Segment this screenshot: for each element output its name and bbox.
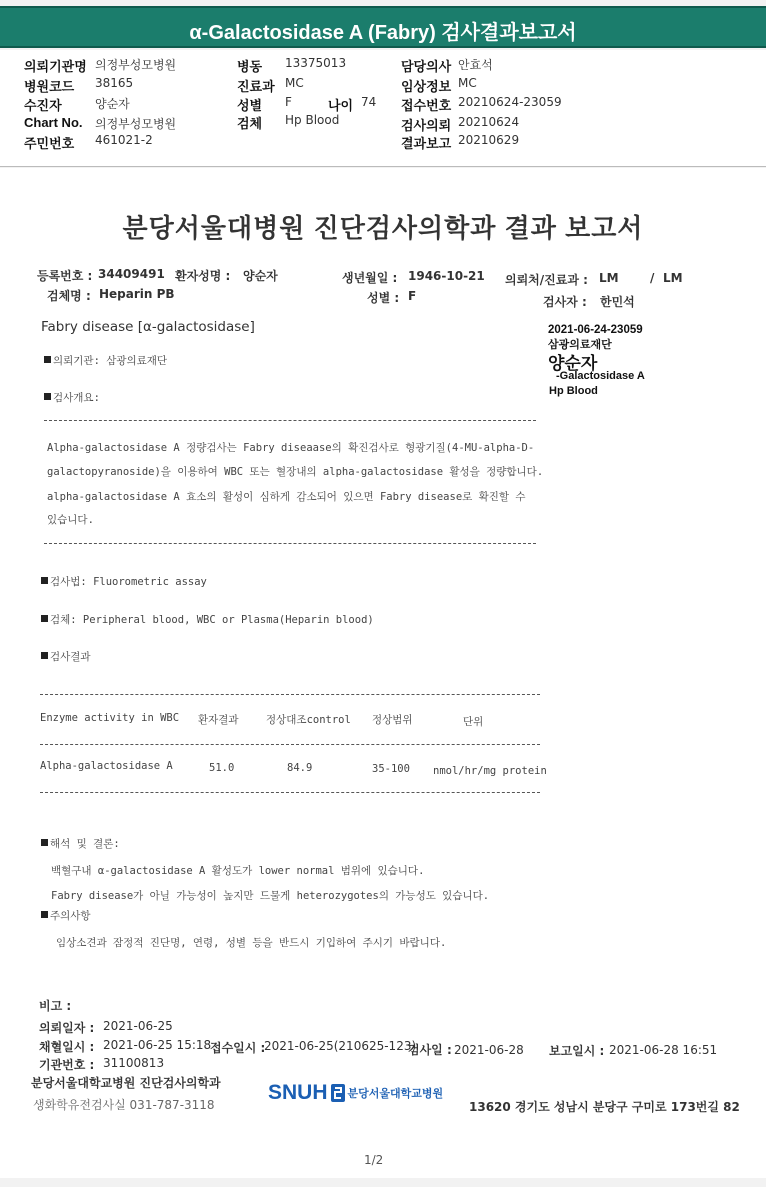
value-receipt-no: 20210624-23059 <box>458 95 562 109</box>
label-institution: 의뢰기관명 <box>24 59 87 74</box>
document-title: 분당서울대병원 진단검사의학과 결과 보고서 <box>122 213 644 243</box>
value-patient: 양순자 <box>95 97 130 111</box>
method-line: 검사법: Fluorometric assay <box>41 574 207 589</box>
value-age: 74 <box>361 95 377 109</box>
bullet-square-icon <box>41 652 48 659</box>
footer-organization: 분당서울대학교병원 진단검사의학과 <box>31 1076 221 1090</box>
bullet-square-icon <box>41 615 48 622</box>
table-header-unit: 단위 <box>463 716 484 728</box>
label-test-request: 검사의뢰 <box>401 118 452 133</box>
stamp-patient: 양순자 <box>548 354 598 373</box>
table-header-enzyme: Enzyme activity in WBC <box>40 712 180 724</box>
bullet-square-icon <box>41 911 48 918</box>
stamp-institution: 삼광의료재단 <box>548 339 612 351</box>
label-result-report: 결과보고 <box>401 136 452 151</box>
table-cell-unit: nmol/hr/mg protein <box>433 765 547 777</box>
value-report-date: 2021-06-28 16:51 <box>609 1043 718 1057</box>
value-specimen: Hp Blood <box>285 113 340 127</box>
value-receipt: 2021-06-25(210625-123) <box>264 1039 417 1053</box>
header-info-panel <box>0 50 766 167</box>
value-resident-no: 461021-2 <box>95 133 153 147</box>
value-collection: 2021-06-25 15:18 <box>103 1038 212 1052</box>
snuh-logo-hangul: 분당서울대학교병원 <box>347 1087 444 1100</box>
page-number: 1/2 <box>364 1153 384 1167</box>
snuh-emblem-icon <box>331 1084 345 1102</box>
label-resident-no: 주민번호 <box>24 136 75 151</box>
overview-line: galactopyranoside)을 이용하여 WBC 또는 혈장내의 alpha-galactosidase 활성을 정량합니다. <box>47 466 544 478</box>
value-clinical-info: MC <box>458 76 477 90</box>
value-test-request: 20210624 <box>458 115 520 129</box>
result-heading: 검사결과 <box>41 649 91 664</box>
value-report-sex: F <box>408 289 417 303</box>
value-institution-no: 31100813 <box>103 1056 165 1070</box>
divider <box>44 420 536 421</box>
label-dept: 의뢰처/진료과 : <box>505 273 588 287</box>
snuh-logo <box>268 1081 443 1107</box>
bullet-square-icon <box>41 839 48 846</box>
label-tester: 검사자 : <box>543 295 587 309</box>
label-age: 나이 <box>328 98 354 113</box>
table-divider <box>40 694 540 695</box>
caution-line: 임상소견과 잠정적 진단명, 연령, 성별 등을 반드시 기입하여 주시기 바랍니다. <box>56 937 447 949</box>
value-registration-no: 34409491 <box>98 267 165 281</box>
label-receipt: 접수일시 : <box>210 1041 266 1055</box>
dept-separator: / <box>650 271 655 285</box>
value-institution: 의정부성모병원 <box>95 58 177 72</box>
value-patient-name: 양순자 <box>243 269 278 283</box>
footer-address: 13620 경기도 성남시 분당구 구미로 173번길 82 <box>469 1100 740 1114</box>
banner-title: α-Galactosidase A (Fabry) 검사결과보고서 <box>189 22 577 44</box>
value-tester: 한민석 <box>600 295 635 309</box>
value-dept-1: LM <box>599 271 619 285</box>
value-specimen-name: Heparin PB <box>99 287 175 301</box>
caution-heading: 주의사항 <box>41 908 91 923</box>
footer-lab-phone: 생화학유전검사실 031-787-3118 <box>33 1098 215 1112</box>
table-header-range: 정상범위 <box>372 714 413 726</box>
label-report-sex: 성별 : <box>367 291 400 305</box>
overview-line: alpha-galactosidase A 효소의 활성이 심하게 감소되어 있으면 Fabry disease로 확진할 수 <box>47 491 526 503</box>
value-birthdate: 1946-10-21 <box>408 269 485 283</box>
label-specimen-name: 검체명 : <box>47 289 91 303</box>
value-sex: F <box>285 95 292 109</box>
stamp-receipt: 2021-06-24-23059 <box>548 324 643 336</box>
label-receipt-no: 접수번호 <box>401 98 452 113</box>
overview-line: 있습니다. <box>47 514 94 526</box>
label-collection: 채혈일시 : <box>39 1040 95 1054</box>
label-chart-no: Chart No. <box>24 115 83 130</box>
table-cell-test: Alpha-galactosidase A <box>40 760 173 772</box>
value-dept-2: LM <box>663 271 683 285</box>
table-divider <box>40 792 540 793</box>
interpretation-line: Fabry disease가 아닐 가능성이 높지만 드물게 heterozygotes의 가능성도 있습니다. <box>51 890 490 902</box>
interpretation-heading: 해석 및 결론: <box>41 836 120 851</box>
overview-line: Alpha-galactosidase A 정량검사는 Fabry diseaase의 확진검사로 형광기질(4-MU-alpha-D- <box>47 442 535 454</box>
table-header-result: 환자결과 <box>198 714 239 726</box>
bullet-square-icon <box>44 356 51 363</box>
stamp-specimen: Hp Blood <box>549 385 598 397</box>
label-patient: 수진자 <box>24 98 62 113</box>
label-request-date: 의뢰일자 : <box>39 1021 95 1035</box>
table-cell-result: 51.0 <box>209 762 235 774</box>
bullet-square-icon <box>44 393 51 400</box>
test-name: Fabry disease [α-galactosidase] <box>41 319 255 335</box>
sample-line: 검체: Peripheral blood, WBC or Plasma(Heparin blood) <box>41 612 374 627</box>
report-banner <box>0 6 766 48</box>
value-ward: 13375013 <box>285 56 347 70</box>
label-clinical-info: 임상정보 <box>401 79 452 94</box>
overview-heading: 검사개요: <box>44 390 100 405</box>
value-test-date: 2021-06-28 <box>454 1043 524 1057</box>
value-request-date: 2021-06-25 <box>103 1019 173 1033</box>
label-department: 진료과 <box>237 79 275 94</box>
bullet-square-icon <box>41 577 48 584</box>
value-hospital-code: 38165 <box>95 76 134 90</box>
institution-line: 의뢰기관: 삼광의료재단 <box>44 353 167 368</box>
value-department: MC <box>285 76 304 90</box>
label-registration-no: 등록번호 : <box>37 269 93 283</box>
label-hospital-code: 병원코드 <box>24 79 75 94</box>
value-doctor: 안효석 <box>458 58 493 72</box>
label-ward: 병동 <box>237 59 263 74</box>
label-doctor: 담당의사 <box>401 59 452 74</box>
interpretation-line: 백혈구내 α-galactosidase A 활성도가 lower normal 범위에 있습니다. <box>51 865 425 877</box>
report-document <box>0 168 766 1178</box>
table-cell-control: 84.9 <box>287 762 313 774</box>
label-sex: 성별 <box>237 98 263 113</box>
table-header-control: 정상대조control <box>266 714 351 726</box>
label-patient-name: 환자성명 : <box>175 269 231 283</box>
table-cell-range: 35-100 <box>372 763 410 775</box>
label-test-date: 검사일 : <box>408 1043 452 1057</box>
value-chart-no: 의정부성모병원 <box>95 117 177 131</box>
table-divider <box>40 744 540 745</box>
divider <box>44 543 536 544</box>
label-specimen: 검체 <box>237 116 263 131</box>
snuh-logo-text: SNUH <box>268 1081 328 1104</box>
stamp-test: -Galactosidase A <box>556 370 645 382</box>
label-report-date: 보고일시 : <box>549 1044 605 1058</box>
label-birthdate: 생년월일 : <box>342 271 398 285</box>
remarks-label: 비고 : <box>39 999 72 1013</box>
label-institution-no: 기관번호 : <box>39 1058 95 1072</box>
value-result-report: 20210629 <box>458 133 520 147</box>
